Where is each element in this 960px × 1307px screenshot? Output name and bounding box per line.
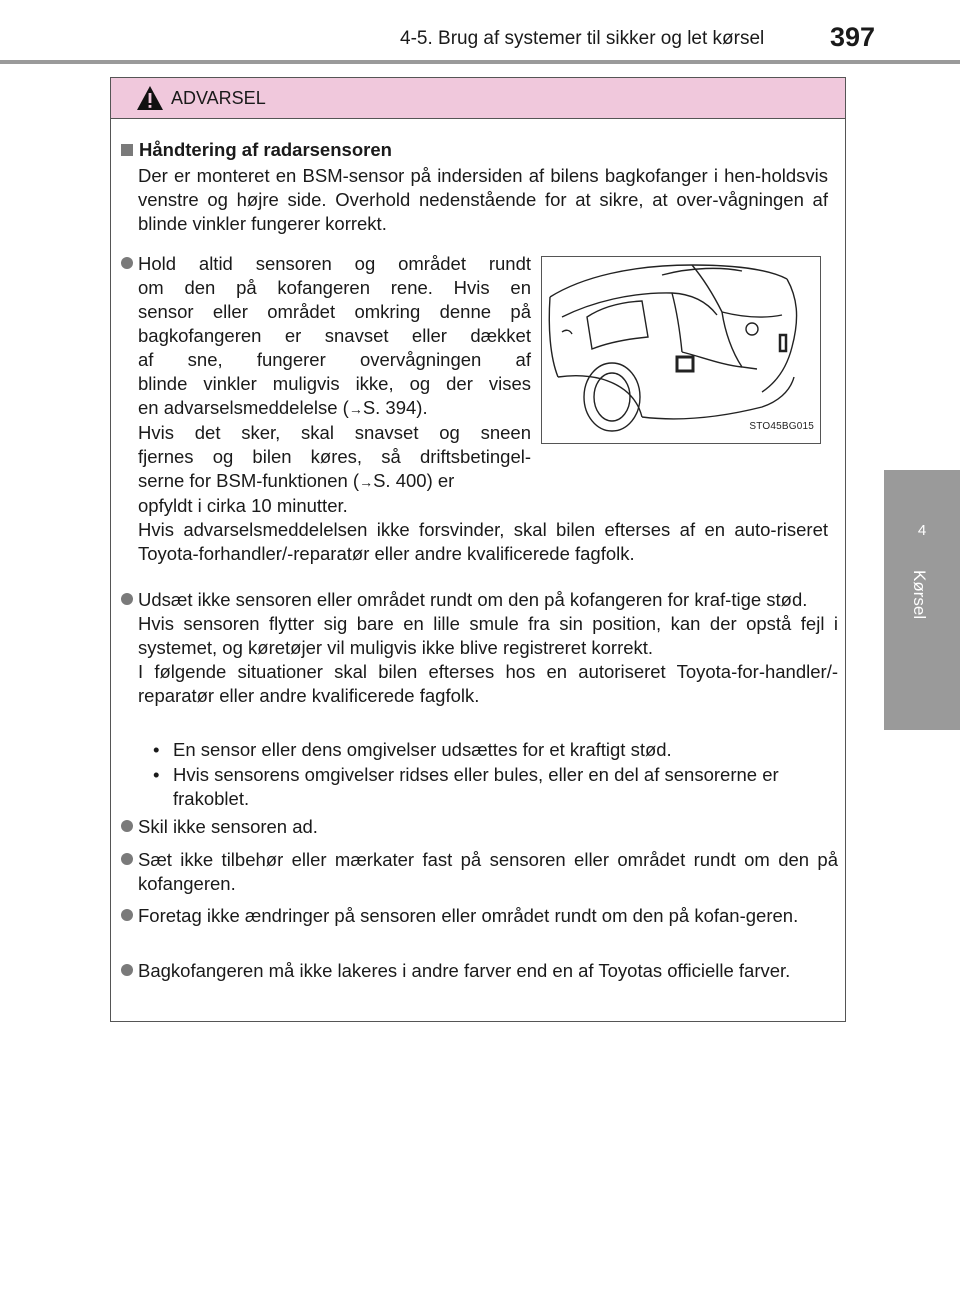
figure-label: STO45BG015 [749, 421, 814, 432]
bullet-dot-icon [121, 964, 133, 976]
bullet-dot-icon [121, 593, 133, 605]
page-number: 397 [830, 22, 876, 52]
warning-triangle-icon [136, 85, 164, 111]
header-rule [0, 60, 960, 64]
chapter-number: 4 [917, 522, 927, 539]
warning-label: ADVARSEL [171, 88, 266, 108]
bullet-dot-icon [121, 909, 133, 921]
arrow-right-icon: → [348, 401, 363, 417]
bullet-dot-icon [121, 820, 133, 832]
intro-paragraph: Der er monteret en BSM-sensor på indersiden af bilens bagkofanger i hen-holdsvis venstre og højre side. Overhold nedenstående for at sikre, at over-vågningen af blinde vinkler fungerer korrekt. [138, 165, 828, 234]
bullet-no-accessories: Sæt ikke tilbehør eller mærkater fast på sensoren eller området rundt om den på kofangeren. [121, 848, 838, 896]
warning-box [110, 77, 846, 1022]
bullet-dot-icon [121, 257, 133, 269]
chapter-label: Kørsel [910, 570, 929, 620]
bullet-dot-icon [121, 853, 133, 865]
bullet-no-disassemble: Skil ikke sensoren ad. [121, 815, 838, 839]
bullet-paint: Bagkofangeren må ikke lakeres i andre farver end en af Toyotas officielle farver. [121, 959, 838, 983]
bullet-no-modifications: Foretag ikke ændringer på sensoren eller området rundt om den på kofan-geren. [121, 904, 838, 928]
bullet-impact: Udsæt ikke sensoren eller området rundt om den på kofangeren for kraf-tige stød. Hvis sensoren flytter sig bare en lille smule fra sin position, kan der opstå fejl i systemet, og køretøjer vil muligvis ikke blive registreret korrekt. I følgende situationer skal bilen efterses hos en autoriseret Toyota-for-handler/-reparatør eller andre kvalificerede fagfolk. [121, 588, 838, 708]
warning-header [111, 78, 845, 119]
square-bullet-icon [121, 144, 133, 156]
car-rear-illustration [541, 256, 821, 444]
chapter-side-tab [884, 470, 960, 730]
arrow-right-icon: → [359, 474, 374, 490]
header-title: 4-5. Brug af systemer til sikker og let kørsel [400, 28, 765, 49]
section-title: Håndtering af radarsensoren [121, 138, 392, 162]
sub-item-scratched: • Hvis sensorens omgivelser ridses eller bules, eller en del af sensorerne er frakoblet. [153, 764, 779, 809]
sub-item-strong-impact: • En sensor eller dens omgivelser udsættes for et kraftigt stød. [153, 739, 672, 760]
bullet-keep-clean: Hold altid sensoren og området rundt om den på kofangeren rene. Hvis en sensor eller området omkring denne på bagkofangeren er snavset eller dækket af sne, fungerer overvågningen af blinde vinkler muligvis ikke, og der vises en advarselsmeddelelse (→S. 394). Hvis det sker, skal snavset og sneen fjernes og bilen køres, så driftsbetingel- serne for BSM-funktionen (→S. 400) er opfyldt i cirka 10 minutter. Hvis advarselsmeddelelsen ikke forsvinder, skal bilen efterses af en auto-riseret Toyota-forhandler/-reparatør eller andre kvalificerede fagfolk. [121, 252, 838, 566]
